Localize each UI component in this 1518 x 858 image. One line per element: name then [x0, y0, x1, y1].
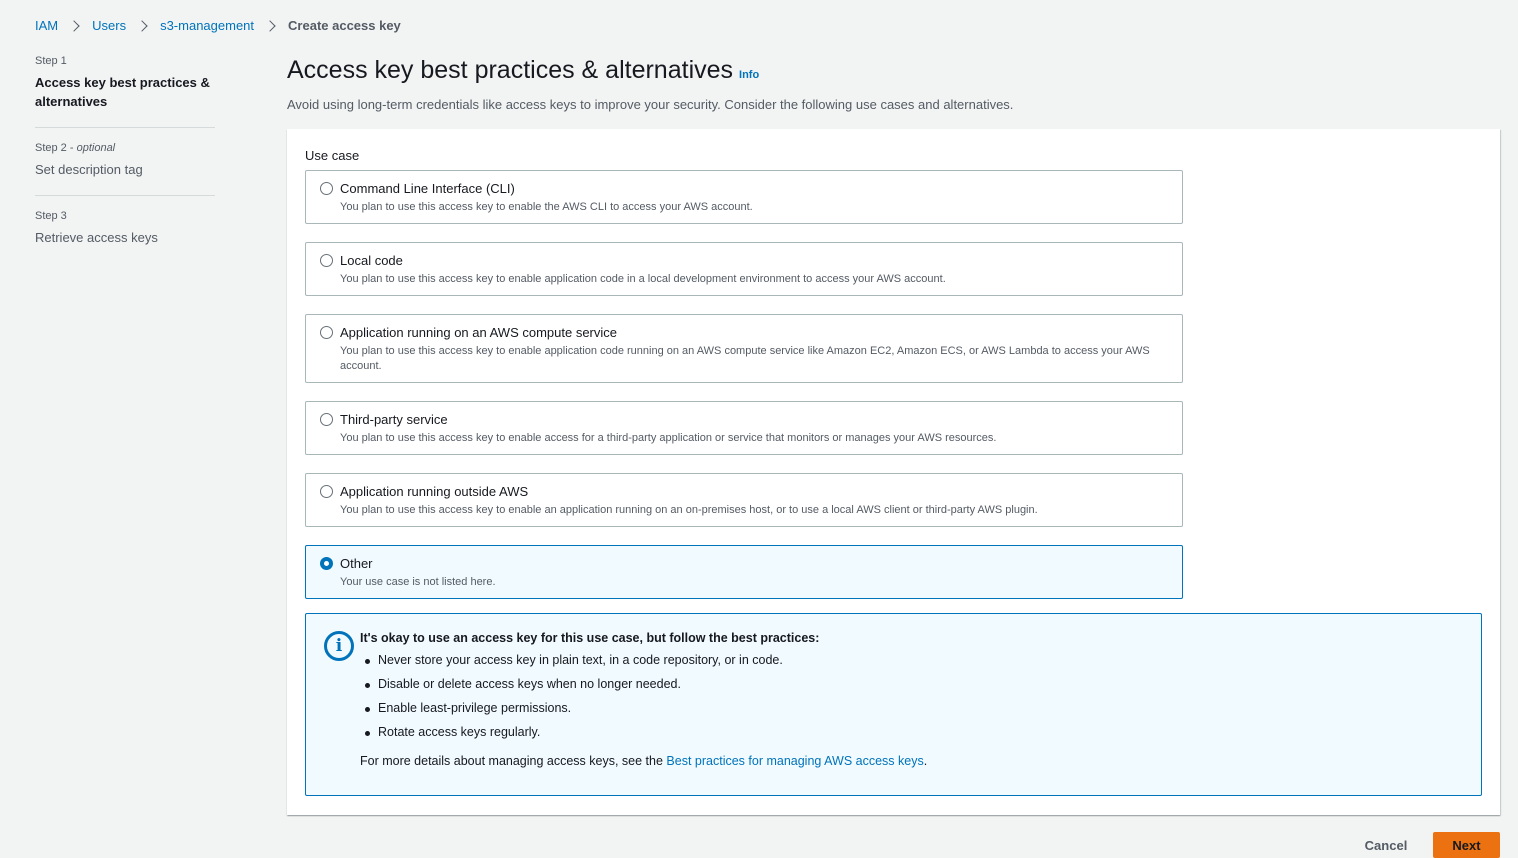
page-title: Access key best practices & alternatives [287, 56, 734, 84]
option-description: You plan to use this access key to enable access for a third-party application or service that monitors or manages your AWS resources. [340, 432, 997, 444]
best-practices-alert [305, 613, 1482, 796]
step-title: Access key best practices & alternatives [35, 75, 210, 109]
breadcrumb-current: Create access key [288, 18, 401, 33]
option-description: Your use case is not listed here. [340, 576, 496, 588]
list-item: Never store your access key in plain text, in a code repository, or in code. [360, 653, 1461, 668]
wizard-step-1 [35, 55, 215, 128]
option-title: Application running outside AWS [340, 484, 529, 499]
use-case-option-cli[interactable] [305, 170, 1183, 224]
step-number: Step 2 - optional [35, 142, 116, 154]
use-case-container [287, 129, 1500, 815]
page-description: Avoid using long-term credentials like access keys to improve your security. Consider the following use cases and alternatives. [287, 97, 1014, 112]
use-case-label: Use case [305, 148, 360, 163]
option-title: Other [340, 556, 373, 571]
wizard-steps [35, 55, 215, 277]
option-description: You plan to use this access key to enable application code running on an AWS compute service like Amazon EC2, Amazon ECS, or AWS Lambda to access your AWS account. [340, 345, 1150, 372]
chevron-right-icon [68, 20, 79, 31]
breadcrumb-user[interactable]: s3-management [160, 18, 255, 33]
option-title: Local code [340, 253, 403, 268]
alert-more-details: For more details about managing access keys, see the Best practices for managing AWS access keys. [360, 754, 928, 768]
cancel-button[interactable]: Cancel [1350, 832, 1422, 858]
wizard-step-2 [35, 142, 215, 196]
wizard-step-3 [35, 210, 215, 263]
step-number: Step 1 [35, 55, 67, 67]
radio-button[interactable] [320, 254, 333, 267]
use-case-option-outside-aws[interactable] [305, 473, 1183, 527]
page-header [287, 56, 1013, 112]
option-title: Command Line Interface (CLI) [340, 181, 515, 196]
best-practices-link[interactable]: Best practices for managing AWS access keys [666, 754, 924, 768]
next-button[interactable]: Next [1433, 832, 1500, 858]
use-case-option-local-code[interactable] [305, 242, 1183, 296]
breadcrumb-users[interactable]: Users [92, 18, 127, 33]
list-item: Disable or delete access keys when no longer needed. [360, 677, 1461, 692]
use-case-option-other[interactable] [305, 545, 1183, 599]
alert-title: It's okay to use an access key for this use case, but follow the best practices: [360, 631, 820, 645]
radio-button[interactable] [320, 326, 333, 339]
breadcrumb-iam[interactable]: IAM [35, 18, 59, 33]
list-item: Rotate access keys regularly. [360, 725, 1461, 740]
option-title: Application running on an AWS compute service [340, 325, 618, 340]
radio-button[interactable] [320, 485, 333, 498]
option-title: Third-party service [340, 412, 448, 427]
radio-button[interactable] [320, 413, 333, 426]
chevron-right-icon [264, 20, 275, 31]
chevron-right-icon [136, 20, 147, 31]
option-description: You plan to use this access key to enable an application running on an on-premises host, or to use a local AWS client or third-party AWS plugin. [340, 504, 1038, 516]
option-description: You plan to use this access key to enable application code in a local development environment to access your AWS account. [340, 273, 946, 285]
breadcrumb [35, 18, 401, 33]
option-description: You plan to use this access key to enable the AWS CLI to access your AWS account. [340, 201, 753, 213]
step-title: Retrieve access keys [35, 230, 158, 245]
radio-button[interactable] [320, 182, 333, 195]
use-case-option-third-party[interactable] [305, 401, 1183, 455]
use-case-option-aws-compute[interactable] [305, 314, 1183, 383]
step-number: Step 3 [35, 210, 67, 222]
alert-body [360, 631, 1461, 768]
info-circle-icon: i [324, 631, 354, 661]
list-item: Enable least-privilege permissions. [360, 701, 1461, 716]
step-title: Set description tag [35, 162, 143, 177]
radio-button-selected[interactable] [320, 557, 333, 570]
best-practices-list [360, 653, 1461, 740]
step-optional-label: optional [76, 142, 116, 154]
info-link[interactable]: Info [739, 69, 760, 81]
